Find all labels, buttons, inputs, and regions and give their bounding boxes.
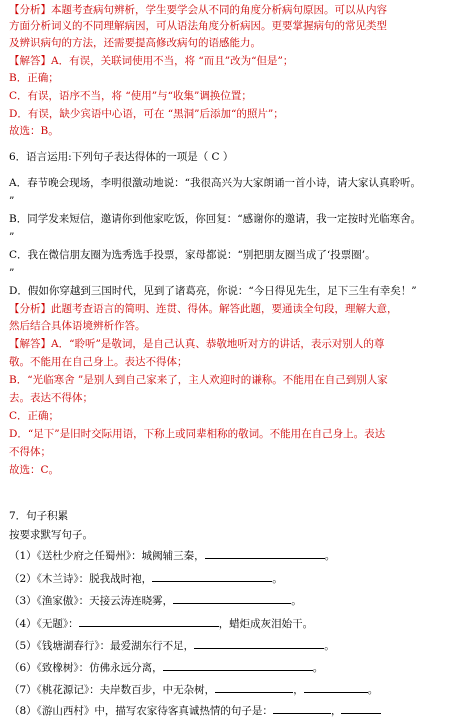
q7-instruction: 按要求默写句子。 <box>9 529 93 541</box>
q5-solution-line: B．正确； <box>9 72 59 84</box>
fill-blank[interactable] <box>341 702 381 714</box>
fill-blank[interactable] <box>79 615 219 627</box>
item-prompt: （4）《无题》： <box>9 618 79 630</box>
q6-solution-line: B．“光临寒舍 ”是别人到自己家来了，主人欢迎时的谦称。不能用在自己到别人家 <box>9 374 388 386</box>
q6-option-b-quote-end: ” <box>9 231 15 243</box>
item-end: 。 <box>324 550 336 562</box>
q6-option-c-quote-end: ” <box>9 267 15 279</box>
q5-answer: 故选：B。 <box>9 125 59 137</box>
item-prompt: （3）《渔家傲》：天接云涛连晓雾， <box>9 595 174 607</box>
item-prompt: （8）《游山西村》中，描写农家待客真诚热情的句子是： <box>9 705 273 717</box>
q7-item-6 <box>9 659 470 676</box>
item-prompt: （7）《桃花源记》：夫岸数百步，中无杂树， <box>9 684 216 696</box>
q6-question: 6．语言运用:下列句子表达得体的一项是（ C ） <box>9 151 234 163</box>
q7-title: 7．句子积累 <box>9 510 69 522</box>
q6-solution-line: 去。表达不得体； <box>9 392 93 404</box>
q6-option-a-quote-end: ” <box>9 195 15 207</box>
q5-solution-line: C．有误，语序不当，将 “使用”与“收集”调换位置； <box>9 90 252 102</box>
q6-option-c: C．我在微信朋友圈为选秀选手投票，家母都说：“别把朋友圈当成了‘投票圈’。 <box>9 249 376 261</box>
q7-item-4 <box>9 615 470 632</box>
q6-analysis-line: 然后结合具体语境辨析作答。 <box>9 320 146 332</box>
fill-blank[interactable] <box>152 570 272 582</box>
q6-solution-line: 敬。不能用在自己身上。表达不得体； <box>9 356 188 368</box>
q7-item-8 <box>9 702 470 719</box>
item-prompt: （2）《木兰诗》：脱我战时袍， <box>9 573 153 585</box>
q6-solution-line: C．正确； <box>9 410 60 422</box>
q7-item-1 <box>9 547 470 564</box>
q5-solution-line: D．有误，缺少宾语中心语，可在 “黑洞”后添加“的照片”； <box>9 108 284 120</box>
fill-blank[interactable] <box>194 637 324 649</box>
q6-option-a: A．春节晚会现场，李明很激动地说：“我很高兴为大家朗诵一首小诗，请大家认真聆听。 <box>9 177 421 189</box>
q7-item-5 <box>9 637 470 654</box>
q5-analysis-line: 及辨识病句的方法，还需要提高修改病句的语感能力。 <box>9 37 261 49</box>
item-prompt: （1）《送杜少府之任蜀州》：城阙辅三秦， <box>9 550 205 562</box>
q6-option-b: B．同学发来短信，邀请你到他家吃饭，你回复：“感谢你的邀请，我一定按时光临寒舍。 <box>9 213 422 225</box>
item-end: 。 <box>291 595 302 607</box>
q7-item-7 <box>9 681 470 698</box>
q6-solution-line: 【解答】A．“聆听”是敬词，是自己认真、恭敬地听对方的讲话，表示对别人的尊 <box>9 338 385 350</box>
fill-blank[interactable] <box>205 547 325 559</box>
item-sep: ， <box>330 705 342 717</box>
item-end: 。 <box>312 662 324 674</box>
item-sep: ， <box>293 684 304 696</box>
fill-blank[interactable] <box>163 659 313 671</box>
q5-analysis-line: 【分析】本题考查病句辨析，学生要学会从不同的角度分析病句原因。可以从内容 <box>9 4 387 16</box>
fill-blank[interactable] <box>215 681 293 693</box>
item-end: ，蜡炬成灰泪始干。 <box>218 618 314 630</box>
q7-item-2 <box>9 570 470 587</box>
fill-blank[interactable] <box>273 702 331 714</box>
q7-item-3 <box>9 592 470 609</box>
q6-answer: 故选：C。 <box>9 464 60 476</box>
q6-solution-line: 不得体； <box>9 446 51 458</box>
item-end: 。 <box>272 573 283 585</box>
q6-analysis-line: 【分析】此题考查语言的简明、连贯、得体。解答此题，要通读全句段，理解大意， <box>9 303 398 315</box>
fill-blank[interactable] <box>173 592 291 604</box>
q5-analysis-line: 方面分析词义的不同理解病因，可从语法角度分析病因。更要掌握病句的常见类型 <box>9 20 387 32</box>
q6-solution-line: D．“足下”是旧时交际用语，下称上或同辈相称的敬词。不能用在自己身上。表达 <box>9 428 386 440</box>
q6-option-d: D．假如你穿越到三国时代，见到了诸葛亮，你说：“今日得见先生，足下三生有幸矣！” <box>9 285 417 297</box>
fill-blank[interactable] <box>304 681 368 693</box>
item-end: 。 <box>324 640 335 652</box>
item-prompt: （5）《钱塘湖春行》：最爱湖东行不足， <box>9 640 195 652</box>
item-end: 。 <box>367 684 379 696</box>
item-prompt: （6）《致橡树》：仿佛永远分离， <box>9 662 163 674</box>
q5-solution-line: 【解答】A．有误，关联词使用不当，将 “而且”改为“但是”； <box>9 55 294 67</box>
